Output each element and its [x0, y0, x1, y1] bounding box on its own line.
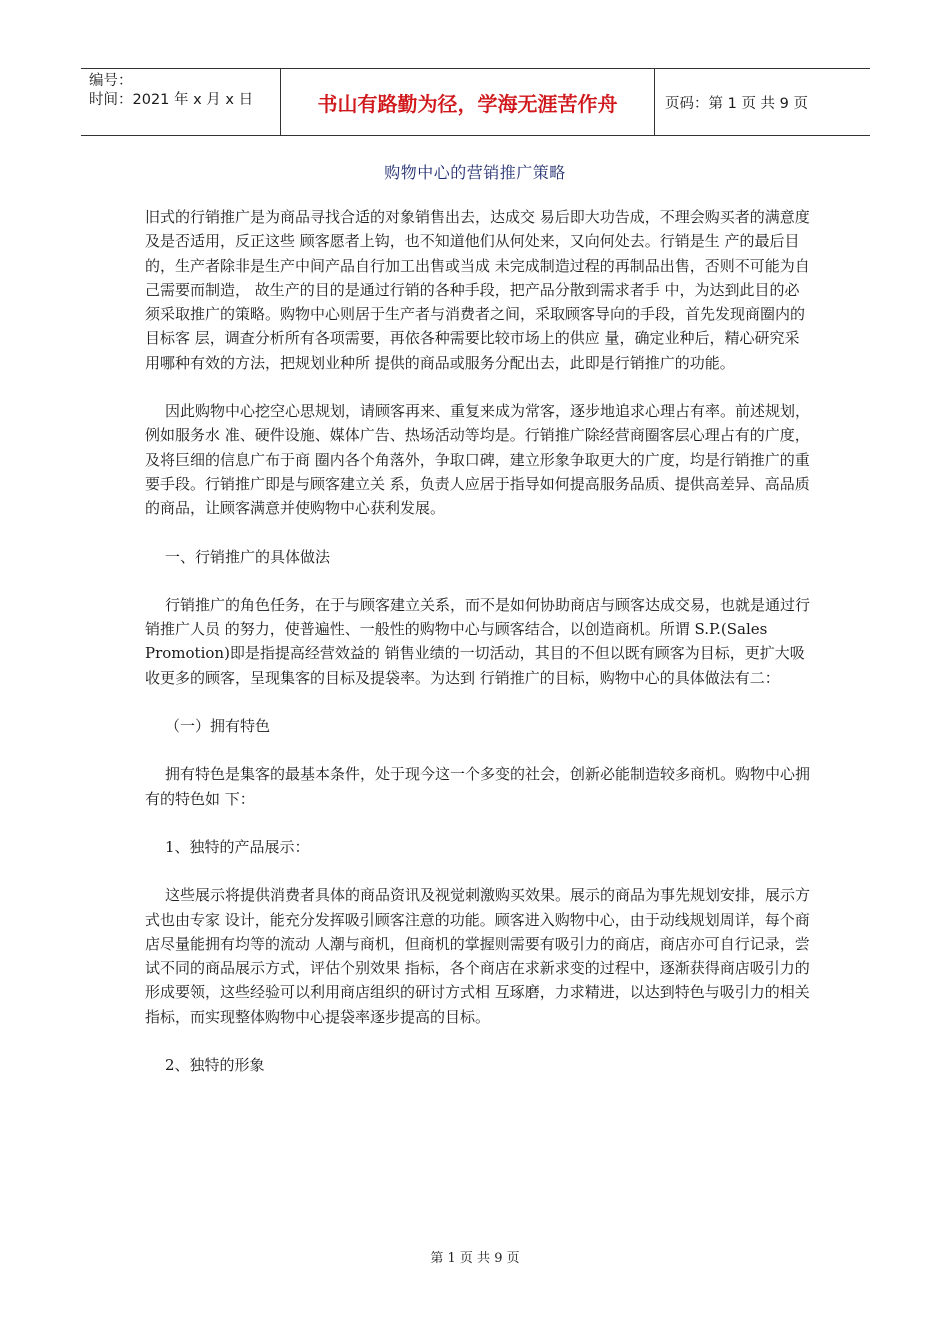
page-header	[81, 68, 870, 136]
section-heading-3: 1、独特的产品展示：	[165, 837, 310, 856]
document-body	[145, 205, 810, 1077]
paragraph-2: 因此购物中心挖空心思规划，请顾客再来、重复来成为常客，逐步地追求心理占有率。前述规划，例如服务水 准、硬件设施、媒体广告、热场活动等均是。行销推广除经营商圈客层心理占有的广度，及将巨细的信息广布于商 圈内各个角落外，争取口碑，建立形象争取更大的广度，均是行销推广的重要手段。行销推广即是与顾客建立关 系，负责人应居于指导如何提高服务品质、提供高差异、高品质的商品，让顾客满意并使购物中心获利发展。	[145, 402, 811, 518]
paragraph-1: 旧式的行销推广是为商品寻找合适的对象销售出去，达成交 易后即大功告成，不理会购买者的满意度及是否适用，反正这些 顾客愿者上钩，也不知道他们从何处来，又向何处去。行销是生 产的最后目的，生产者除非是生产中间产品自行加工出售或当成 未完成制造过程的再制品出售，否则不可能为自己需要而制造， 故生产的目的是通过行销的各种手段，把产品分散到需求者手 中，为达到此目的必须采取推广的策略。购物中心则居于生产者与消费者之间，采取顾客导向的手段，首先发现商圈内的目标客 层，调查分析所有各项需要，再依各种需要比较市场上的供应 量，确定业种后，精心研究采用哪种有效的方法，把规划业种所 提供的商品或服务分配出去，此即是行销推广的功能。	[145, 208, 810, 372]
header-meta	[81, 69, 281, 135]
document-number: 编号：	[89, 73, 133, 89]
paragraph-3: 行销推广的角色任务，在于与顾客建立关系，而不是如何协助商店与顾客达成交易，也就是通过行销推广人员 的努力，使普遍性、一般性的购物中心与顾客结合，以创造商机。所谓 S.P.(Sales Promotion)即是指提高经营效益的 销售业绩的一切活动，其目的不但以既有顾客为目标，更扩大吸收更多的顾客，呈现集客的目标及提袋率。为达到 行销推广的目标，购物中心的具体做法有二：	[145, 595, 811, 687]
header-motto: 书山有路勤为径，学海无涯苦作舟	[281, 69, 655, 135]
document-date: 时间：2021 年 x 月 x 日	[89, 92, 254, 108]
document-title: 购物中心的营销推广策略	[384, 163, 566, 182]
paragraph-5: 这些展示将提供消费者具体的商品资讯及视觉刺激购买效果。展示的商品为事先规划安排，展示方式也由专家 设计，能充分发挥吸引顾客注意的功能。顾客进入购物中心，由于动线规划周详，每个商店尽量能拥有均等的流动 人潮与商机，但商机的掌握则需要有吸引力的商店，商店亦可自行记录，尝试不同的商品展示方式，评估个别效果 指标，各个商店在求新求变的过程中，逐渐获得商店吸引力的形成要领，这些经验可以利用商店组织的研讨方式相 互琢磨，力求精进，以达到特色与吸引力的相关指标，而实现整体购物中心提袋率逐步提高的目标。	[145, 886, 811, 1026]
page-footer: 第 1 页 共 9 页	[430, 1251, 520, 1266]
section-heading-1: 一、行销推广的具体做法	[165, 547, 331, 566]
section-heading-2: （一）拥有特色	[165, 717, 271, 736]
header-page-number: 页码：第 1 页 共 9 页	[665, 95, 808, 112]
paragraph-4: 拥有特色是集客的最基本条件，处于现今这一个多变的社会，创新必能制造较多商机。购物中心拥有的特色如 下：	[145, 765, 811, 808]
section-heading-4: 2、独特的形象	[165, 1056, 265, 1075]
